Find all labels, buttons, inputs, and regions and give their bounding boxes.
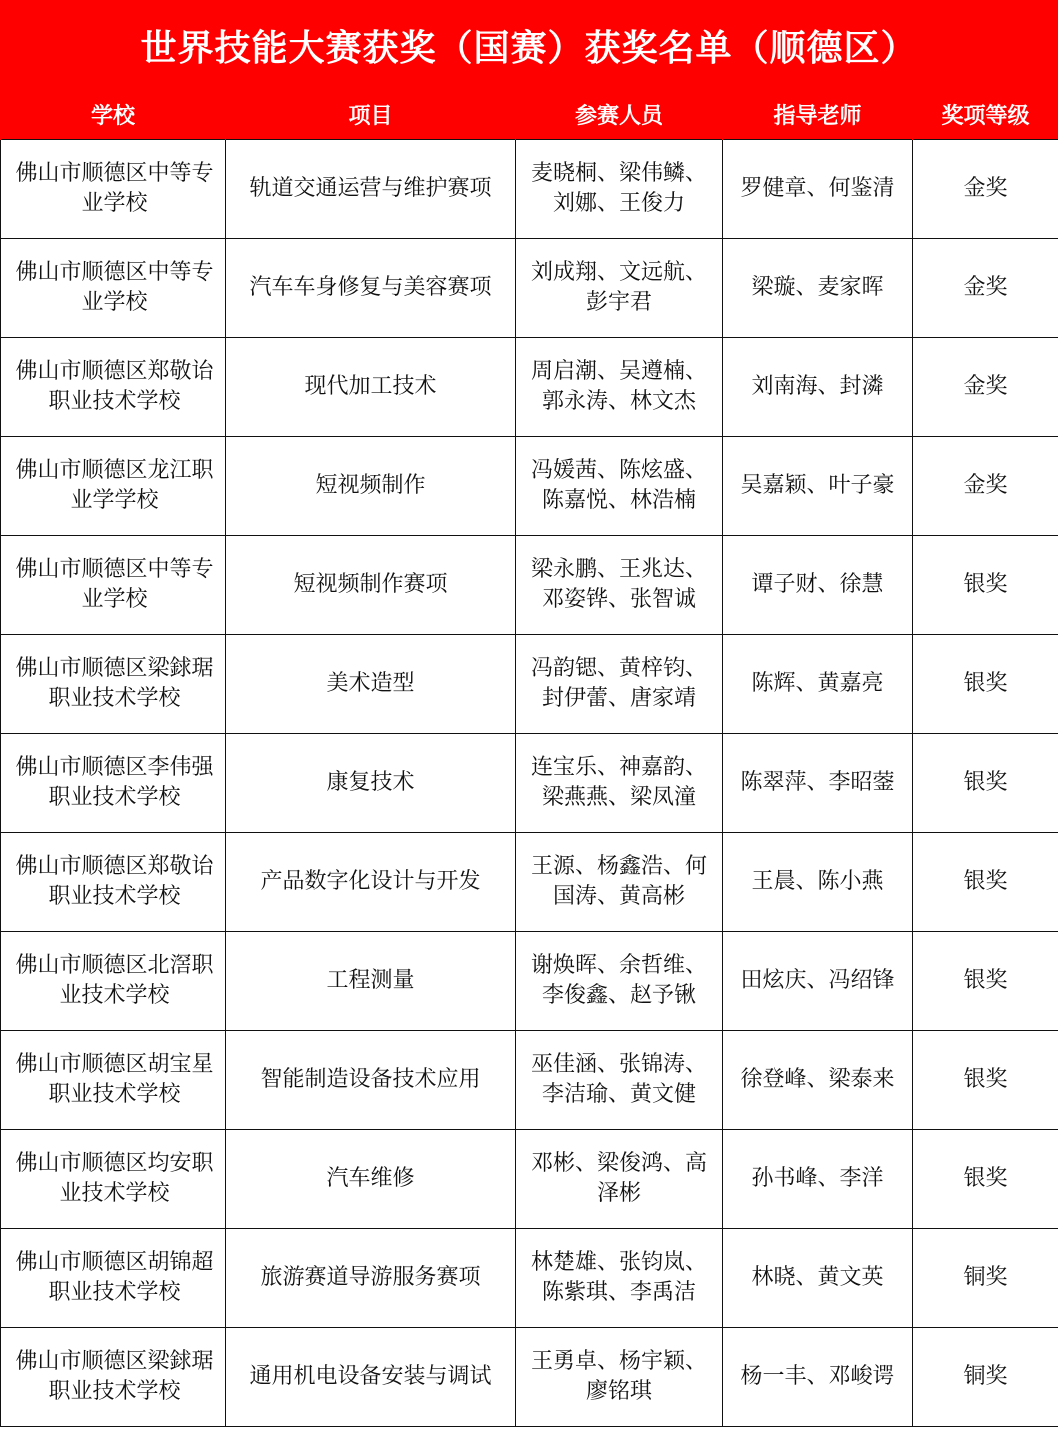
award-level-cell: 银奖 [913,536,1058,635]
teachers-cell: 罗健章、何鉴清 [723,140,913,239]
participants-cell: 王勇卓、杨宇颖、廖铭琪 [516,1328,723,1427]
table-row [1,437,1058,536]
school-cell: 佛山市顺德区龙江职业学学校 [1,437,226,536]
teachers-cell: 杨一丰、邓峻谔 [723,1328,913,1427]
award-level-cell: 金奖 [913,338,1058,437]
table-row [1,833,1058,932]
school-cell: 佛山市顺德区中等专业学校 [1,239,226,338]
project-cell: 轨道交通运营与维护赛项 [226,140,516,239]
participants-cell: 冯媛茜、陈炫盛、陈嘉悦、林浩楠 [516,437,723,536]
teachers-cell: 林晓、黄文英 [723,1229,913,1328]
project-cell: 康复技术 [226,734,516,833]
teachers-cell: 梁璇、麦家晖 [723,239,913,338]
award-level-cell: 银奖 [913,734,1058,833]
table-row [1,1328,1058,1427]
column-header-award: 奖项等级 [913,90,1058,140]
participants-cell: 梁永鹏、王兆达、邓姿铧、张智诚 [516,536,723,635]
school-cell: 佛山市顺德区北滘职业技术学校 [1,932,226,1031]
table-row [1,635,1058,734]
school-cell: 佛山市顺德区李伟强职业技术学校 [1,734,226,833]
column-header-teachers: 指导老师 [723,90,913,140]
project-cell: 现代加工技术 [226,338,516,437]
participants-cell: 林楚雄、张钧岚、陈紫琪、李禹洁 [516,1229,723,1328]
column-header-project: 项目 [226,90,516,140]
table-header-row [1,90,1058,140]
teachers-cell: 徐登峰、梁泰来 [723,1031,913,1130]
participants-cell: 巫佳涵、张锦涛、李洁瑜、黄文健 [516,1031,723,1130]
award-level-cell: 银奖 [913,932,1058,1031]
column-header-school: 学校 [1,90,226,140]
project-cell: 通用机电设备安装与调试 [226,1328,516,1427]
teachers-cell: 谭子财、徐慧 [723,536,913,635]
project-cell: 汽车车身修复与美容赛项 [226,239,516,338]
table-row [1,1130,1058,1229]
table-body [1,140,1058,1427]
school-cell: 佛山市顺德区胡宝星职业技术学校 [1,1031,226,1130]
participants-cell: 连宝乐、神嘉韵、梁燕燕、梁凤潼 [516,734,723,833]
project-cell: 产品数字化设计与开发 [226,833,516,932]
award-level-cell: 银奖 [913,1130,1058,1229]
table-row [1,734,1058,833]
project-cell: 美术造型 [226,635,516,734]
project-cell: 短视频制作赛项 [226,536,516,635]
table-row [1,140,1058,239]
participants-cell: 冯韵锶、黄梓钧、封伊蕾、唐家靖 [516,635,723,734]
school-cell: 佛山市顺德区胡锦超职业技术学校 [1,1229,226,1328]
school-cell: 佛山市顺德区中等专业学校 [1,536,226,635]
school-cell: 佛山市顺德区中等专业学校 [1,140,226,239]
award-table [0,90,1058,1427]
project-cell: 汽车维修 [226,1130,516,1229]
school-cell: 佛山市顺德区郑敬诒职业技术学校 [1,338,226,437]
teachers-cell: 田炫庆、冯绍锋 [723,932,913,1031]
school-cell: 佛山市顺德区郑敬诒职业技术学校 [1,833,226,932]
school-cell: 佛山市顺德区梁銶琚职业技术学校 [1,635,226,734]
school-cell: 佛山市顺德区梁銶琚职业技术学校 [1,1328,226,1427]
participants-cell: 刘成翔、文远航、彭宇君 [516,239,723,338]
award-level-cell: 铜奖 [913,1229,1058,1328]
table-row [1,1229,1058,1328]
project-cell: 旅游赛道导游服务赛项 [226,1229,516,1328]
project-cell: 智能制造设备技术应用 [226,1031,516,1130]
teachers-cell: 吴嘉颖、叶子豪 [723,437,913,536]
award-level-cell: 银奖 [913,833,1058,932]
table-row [1,239,1058,338]
table-row [1,932,1058,1031]
participants-cell: 周启潮、吴遵楠、郭永涛、林文杰 [516,338,723,437]
award-level-cell: 铜奖 [913,1328,1058,1427]
participants-cell: 王源、杨鑫浩、何国涛、黄高彬 [516,833,723,932]
award-level-cell: 金奖 [913,140,1058,239]
project-cell: 工程测量 [226,932,516,1031]
project-cell: 短视频制作 [226,437,516,536]
table-row [1,1031,1058,1130]
participants-cell: 谢焕晖、余哲维、李俊鑫、赵予锹 [516,932,723,1031]
teachers-cell: 陈辉、黄嘉亮 [723,635,913,734]
school-cell: 佛山市顺德区均安职业技术学校 [1,1130,226,1229]
award-level-cell: 金奖 [913,437,1058,536]
teachers-cell: 孙书峰、李洋 [723,1130,913,1229]
teachers-cell: 王晨、陈小燕 [723,833,913,932]
column-header-participants: 参赛人员 [516,90,723,140]
participants-cell: 邓彬、梁俊鸿、高泽彬 [516,1130,723,1229]
page-title: 世界技能大赛获奖（国赛）获奖名单（顺德区） [0,0,1058,90]
award-level-cell: 银奖 [913,635,1058,734]
award-level-cell: 银奖 [913,1031,1058,1130]
table-header [1,90,1058,140]
award-level-cell: 金奖 [913,239,1058,338]
participants-cell: 麦晓桐、梁伟鳞、刘娜、王俊力 [516,140,723,239]
table-row [1,536,1058,635]
teachers-cell: 刘南海、封潾 [723,338,913,437]
teachers-cell: 陈翠萍、李昭蓥 [723,734,913,833]
table-row [1,338,1058,437]
